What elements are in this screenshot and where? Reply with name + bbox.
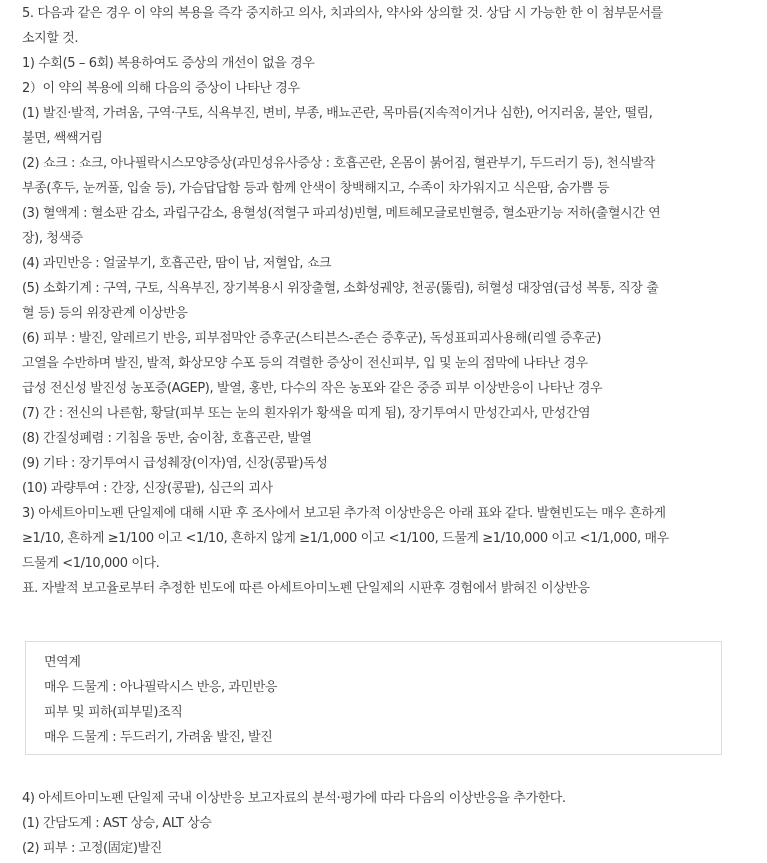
text-line: (1) 발진·발적, 가려움, 구역·구토, 식욕부진, 변비, 부종, 배뇨곤란, 목마름(지속적이거나 심한), 어지러움, 불안, 떨림, — [22, 106, 653, 121]
text-line: 불면, 쌕쌕거림 — [22, 131, 103, 146]
table-line: 피부 및 피하(피부밑)조직 — [44, 705, 183, 720]
text-line: (2) 쇼크 : 쇼크, 아나필락시스모양증상(과민성유사증상 : 호흡곤란, 온몸이 붉어짐, 혈관부기, 두드러기 등), 천식발작 — [22, 156, 655, 171]
text-line: (3) 혈액계 : 혈소판 감소, 과립구감소, 용혈성(적혈구 파괴성)빈혈, 메트헤모글로빈혈증, 혈소판기능 저하(출혈시간 연 — [22, 206, 661, 221]
text-line: 고열을 수반하며 발진, 발적, 화상모양 수포 등의 격렬한 증상이 전신피부, 입 및 눈의 점막에 나타난 경우 — [22, 356, 588, 371]
text-line: (10) 과량투여 : 간장, 신장(콩팥), 심근의 괴사 — [22, 481, 273, 496]
text-line: (2) 피부 : 고정(固定)발진 — [22, 841, 162, 856]
text-line: 소지할 것. — [22, 31, 79, 46]
text-line: (9) 기타 : 장기투여시 급성췌장(이자)염, 신장(콩팥)독성 — [22, 456, 328, 471]
text-line: 3) 아세트아미노펜 단일제에 대해 시판 후 조사에서 보고된 추가적 이상반응은 아래 표와 같다. 발현빈도는 매우 흔하게 — [22, 506, 666, 521]
bottom-text — [22, 786, 566, 861]
table-line: 매우 드물게 : 아나필락시스 반응, 과민반응 — [44, 680, 278, 695]
text-line: (6) 피부 : 발진, 알레르기 반응, 피부점막안 증후군(스티븐스-존슨 증후군), 독성표피괴사용해(리엘 증후군) — [22, 331, 602, 346]
main-text — [22, 0, 752, 601]
text-line: 혈 등) 등의 위장관계 이상반응 — [22, 306, 188, 321]
table-caption: 표. 자발적 보고율로부터 추정한 빈도에 따른 아세트아미노펜 단일제의 시판후 경험에서 밝혀진 이상반응 — [22, 581, 590, 596]
text-line: 4) 아세트아미노펜 단일제 국내 이상반응 보고자료의 분석·평가에 따라 다음의 이상반응을 추가한다. — [22, 791, 566, 806]
text-line: 장), 청색증 — [22, 231, 83, 246]
text-line: 부종(후두, 눈꺼풀, 입술 등), 가슴답답함 등과 함께 안색이 창백해지고, 수족이 차가워지고 식은땀, 숨가쁨 등 — [22, 181, 610, 196]
text-line: (8) 간질성폐렴 : 기침을 동반, 숨이참, 호흡곤란, 발열 — [22, 431, 312, 446]
table-line: 면역계 — [44, 655, 81, 670]
text-line: 2）이 약의 복용에 의해 다음의 증상이 나타난 경우 — [22, 81, 300, 96]
text-line: 급성 전신성 발진성 농포증(AGEP), 발열, 홍반, 다수의 작은 농포와 같은 중증 피부 이상반응이 나타난 경우 — [22, 381, 603, 396]
text-line: (7) 간 : 전신의 나른함, 황달(피부 또는 눈의 흰자위가 황색을 띠게 됨), 장기투여시 만성간괴사, 만성간염 — [22, 406, 591, 421]
text-line: ≥1/10, 흔하게 ≥1/100 이고 <1/10, 흔하지 않게 ≥1/1,000 이고 <1/100, 드물게 ≥1/10,000 이고 <1/1,000, 매우 — [22, 531, 669, 546]
text-line: (5) 소화기계 : 구역, 구토, 식욕부진, 장기복용시 위장출혈, 소화성궤양, 천공(뚫림), 허혈성 대장염(급성 복통, 직장 출 — [22, 281, 659, 296]
text-line: (1) 간담도계 : AST 상승, ALT 상승 — [22, 816, 212, 831]
text-line: (4) 과민반응 : 얼굴부기, 호흡곤란, 땀이 남, 저혈압, 쇼크 — [22, 256, 332, 271]
table-line: 매우 드물게 : 두드러기, 가려움 발진, 발진 — [44, 730, 273, 745]
text-line: 드물게 <1/10,000 이다. — [22, 556, 160, 571]
text-line: 5. 다음과 같은 경우 이 약의 복용을 즉각 중지하고 의사, 치과의사, 약사와 상의할 것. 상담 시 가능한 한 이 첨부문서를 — [22, 6, 663, 21]
text-line: 1) 수회(5 – 6회) 복용하여도 증상의 개선이 없을 경우 — [22, 56, 315, 71]
adverse-reaction-table-box — [25, 641, 722, 755]
